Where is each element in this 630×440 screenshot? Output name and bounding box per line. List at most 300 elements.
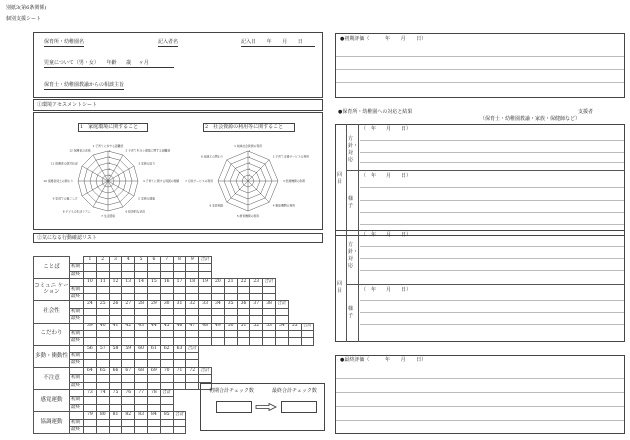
- radar-tick-label: 5: [108, 149, 111, 153]
- section2-title: ②気になる行動確認リスト: [37, 235, 97, 241]
- supporter-sub: （保育士・幼稚園教諭・家族・保健師など）: [480, 116, 581, 122]
- item-number: 27: [122, 301, 135, 308]
- item-number: 61: [147, 345, 160, 352]
- item-number: 48: [199, 323, 212, 330]
- check-cell[interactable]: [84, 426, 97, 433]
- radar-tick-label: 5: [248, 149, 251, 153]
- check-cell[interactable]: [199, 293, 212, 300]
- check-cell[interactable]: [160, 293, 173, 300]
- radar-axis-label: 5 療育機関の利用: [236, 214, 260, 218]
- radar-axis-label: 2 子育てを行う環境に関する困難感: [125, 148, 171, 153]
- check-cell[interactable]: [173, 330, 186, 337]
- item-number: 43: [135, 323, 148, 330]
- chart2-label: 2 社会資源の利用等に関すること: [205, 124, 284, 130]
- item-number: 33: [199, 301, 212, 308]
- check-cell[interactable]: [263, 316, 276, 323]
- item-number: 50: [224, 323, 237, 330]
- check-cell[interactable]: [199, 316, 212, 323]
- check-cell[interactable]: [237, 293, 250, 300]
- check-cell[interactable]: [122, 308, 135, 315]
- check-cell[interactable]: [224, 308, 237, 315]
- check-cell[interactable]: [96, 308, 109, 315]
- item-number: 75: [109, 390, 122, 397]
- check-cell[interactable]: [84, 397, 97, 404]
- check-cell[interactable]: [109, 330, 122, 337]
- check-cell[interactable]: [84, 382, 97, 389]
- check-cell[interactable]: [186, 316, 199, 323]
- item-number: 24: [84, 301, 97, 308]
- check-cell[interactable]: [135, 316, 148, 323]
- check-cell[interactable]: [96, 382, 109, 389]
- check-cell[interactable]: [84, 404, 97, 411]
- check-cell[interactable]: [224, 338, 237, 345]
- check-cell[interactable]: [160, 426, 173, 433]
- check-cell[interactable]: [135, 271, 148, 278]
- item-number: 18: [186, 279, 199, 286]
- check-cell[interactable]: [122, 353, 135, 360]
- item-number: 17: [173, 279, 186, 286]
- item-number: 83: [135, 412, 148, 419]
- check-cell[interactable]: [173, 293, 186, 300]
- radar-tick-label: 1: [248, 173, 251, 177]
- check-cell[interactable]: [275, 338, 288, 345]
- item-number: 20: [211, 279, 224, 286]
- row-sublabel: 初期: [70, 419, 84, 426]
- check-cell[interactable]: [250, 286, 263, 293]
- check-cell[interactable]: [109, 271, 122, 278]
- check-cell[interactable]: [237, 330, 250, 337]
- total-cell[interactable]: [263, 286, 276, 293]
- check-cell[interactable]: [199, 338, 212, 345]
- check-cell[interactable]: [186, 330, 199, 337]
- check-cell[interactable]: [122, 338, 135, 345]
- check-cell[interactable]: [147, 419, 160, 426]
- check-cell[interactable]: [147, 264, 160, 271]
- check-cell[interactable]: [173, 338, 186, 345]
- check-cell[interactable]: [84, 293, 97, 300]
- check-cell[interactable]: [84, 353, 97, 360]
- item-number: 52: [250, 323, 263, 330]
- radar-axis-label: 6 経済的な状況: [125, 209, 145, 214]
- check-cell[interactable]: [199, 330, 212, 337]
- check-cell[interactable]: [186, 382, 199, 389]
- check-cell[interactable]: [135, 264, 148, 271]
- round1-date[interactable]: （ 年 月 日）: [361, 126, 412, 132]
- check-cell[interactable]: [96, 271, 109, 278]
- check-cell[interactable]: [135, 404, 148, 411]
- consult-label[interactable]: 保育士・幼稚園教諭からの相談主旨: [44, 82, 125, 88]
- item-number: 10: [84, 279, 97, 286]
- check-cell[interactable]: [160, 330, 173, 337]
- check-cell[interactable]: [84, 264, 97, 271]
- check-cell[interactable]: [147, 353, 160, 360]
- check-cell[interactable]: [237, 308, 250, 315]
- check-cell[interactable]: [186, 264, 199, 271]
- check-cell[interactable]: [224, 286, 237, 293]
- check-cell[interactable]: [173, 264, 186, 271]
- check-cell[interactable]: [135, 360, 148, 367]
- radar-axis-label: 1 地域社会資源の利用: [234, 144, 262, 148]
- check-cell[interactable]: [160, 286, 173, 293]
- check-cell[interactable]: [96, 286, 109, 293]
- initial-eval-box[interactable]: [335, 33, 625, 98]
- check-cell[interactable]: [96, 397, 109, 404]
- group-label: 社会性: [34, 301, 70, 323]
- check-cell[interactable]: [211, 316, 224, 323]
- item-number: 45: [160, 323, 173, 330]
- total-cell[interactable]: [199, 271, 212, 278]
- item-number: 4: [122, 257, 135, 264]
- item-number: 74: [96, 390, 109, 397]
- total-cell[interactable]: [263, 293, 276, 300]
- item-number: 3: [109, 257, 122, 264]
- total-cell[interactable]: [199, 264, 212, 271]
- check-cell[interactable]: [147, 271, 160, 278]
- check-cell[interactable]: [122, 397, 135, 404]
- initial-eval-header: [340, 37, 426, 42]
- item-number: 29: [147, 301, 160, 308]
- facility-label[interactable]: 保育所・幼稚園名: [44, 39, 85, 45]
- check-cell[interactable]: [186, 308, 199, 315]
- check-cell[interactable]: [109, 397, 122, 404]
- check-cell[interactable]: [96, 360, 109, 367]
- check-cell[interactable]: [173, 316, 186, 323]
- check-cell[interactable]: [186, 286, 199, 293]
- check-cell[interactable]: [173, 271, 186, 278]
- check-cell[interactable]: [135, 353, 148, 360]
- check-cell[interactable]: [186, 375, 199, 382]
- date-year: 年: [266, 39, 272, 45]
- radar-axis-label: 6 家庭相談: [209, 203, 224, 208]
- check-cell[interactable]: [160, 316, 173, 323]
- total-cell[interactable]: [301, 330, 314, 337]
- check-cell[interactable]: [147, 404, 160, 411]
- check-cell[interactable]: [122, 264, 135, 271]
- total-header: 合計: [302, 323, 312, 329]
- round2-policy-label: 方針・対応: [348, 242, 359, 269]
- item-number: 40: [96, 323, 109, 330]
- check-cell[interactable]: [109, 426, 122, 433]
- check-cell[interactable]: [84, 308, 97, 315]
- check-cell[interactable]: [84, 375, 97, 382]
- check-cell[interactable]: [250, 330, 263, 337]
- final-eval-day: 日）: [416, 357, 427, 363]
- check-cell[interactable]: [199, 308, 212, 315]
- radar-axis-label: 3 家族の協力: [138, 161, 155, 166]
- check-cell[interactable]: [186, 293, 199, 300]
- total-cell[interactable]: [301, 338, 314, 345]
- supporter-label: 支援者: [578, 109, 594, 115]
- check-cell[interactable]: [147, 338, 160, 345]
- row-sublabel: 最終: [70, 404, 84, 411]
- check-cell[interactable]: [173, 308, 186, 315]
- check-cell[interactable]: [96, 293, 109, 300]
- check-cell[interactable]: [173, 382, 186, 389]
- check-cell[interactable]: [173, 353, 186, 360]
- recorder-label[interactable]: 記入者名: [158, 39, 179, 45]
- final-eval-label: ●最終評価（: [340, 357, 370, 363]
- check-cell[interactable]: [84, 419, 97, 426]
- item-number: 76: [122, 390, 135, 397]
- check-cell[interactable]: [160, 338, 173, 345]
- check-cell[interactable]: [147, 382, 160, 389]
- row-sublabel: 初期: [70, 330, 84, 337]
- check-cell[interactable]: [263, 338, 276, 345]
- date-field[interactable]: [241, 40, 315, 47]
- check-cell[interactable]: [211, 308, 224, 315]
- check-cell[interactable]: [237, 286, 250, 293]
- item-number: 80: [96, 412, 109, 419]
- check-cell[interactable]: [224, 330, 237, 337]
- check-cell[interactable]: [211, 293, 224, 300]
- check-cell[interactable]: [135, 338, 148, 345]
- check-cell[interactable]: [147, 293, 160, 300]
- check-cell[interactable]: [84, 338, 97, 345]
- date-day: 日: [297, 39, 303, 45]
- row-sublabel: 最終: [70, 426, 84, 433]
- row-sublabel: 初期: [70, 353, 84, 360]
- item-number: 19: [199, 279, 212, 286]
- check-cell[interactable]: [135, 397, 148, 404]
- item-number: 7: [160, 257, 173, 264]
- check-cell[interactable]: [135, 330, 148, 337]
- check-cell[interactable]: [211, 330, 224, 337]
- check-cell[interactable]: [147, 360, 160, 367]
- check-cell[interactable]: [109, 316, 122, 323]
- child-field[interactable]: [44, 61, 174, 68]
- item-number: 30: [160, 301, 173, 308]
- check-cell[interactable]: [275, 330, 288, 337]
- initial-eval-year: 年: [384, 36, 390, 42]
- final-eval-month: 月: [400, 357, 406, 363]
- item-number: 51: [237, 323, 250, 330]
- total-cell[interactable]: [186, 353, 199, 360]
- check-cell[interactable]: [84, 271, 97, 278]
- check-cell[interactable]: [288, 330, 301, 337]
- check-cell[interactable]: [122, 271, 135, 278]
- check-cell[interactable]: [147, 375, 160, 382]
- check-cell[interactable]: [109, 338, 122, 345]
- initial-total-field[interactable]: [216, 401, 252, 413]
- radar-axis-label: 5 家族の健康: [138, 196, 155, 201]
- check-cell[interactable]: [96, 375, 109, 382]
- item-number: 35: [224, 301, 237, 308]
- check-cell[interactable]: [237, 316, 250, 323]
- check-cell[interactable]: [250, 338, 263, 345]
- item-number: 31: [173, 301, 186, 308]
- initial-eval-day: 日）: [416, 36, 427, 42]
- check-cell[interactable]: [96, 316, 109, 323]
- item-number: 15: [147, 279, 160, 286]
- check-cell[interactable]: [160, 419, 173, 426]
- check-cell[interactable]: [147, 330, 160, 337]
- check-cell[interactable]: [96, 264, 109, 271]
- item-number: 13: [122, 279, 135, 286]
- final-total-label: 最終合計チェック数: [272, 388, 317, 394]
- check-cell[interactable]: [122, 426, 135, 433]
- total-cell[interactable]: [275, 308, 288, 315]
- item-number: 34: [211, 301, 224, 308]
- item-number: 25: [96, 301, 109, 308]
- check-cell[interactable]: [160, 271, 173, 278]
- check-cell[interactable]: [147, 316, 160, 323]
- item-number: 8: [173, 257, 186, 264]
- radar-tick-label: 2: [108, 167, 111, 171]
- check-cell[interactable]: [211, 338, 224, 345]
- final-eval-box[interactable]: [335, 355, 625, 434]
- item-number: 1: [84, 257, 97, 264]
- item-number: 37: [250, 301, 263, 308]
- item-number: 36: [237, 301, 250, 308]
- total-cell[interactable]: [199, 375, 212, 382]
- final-eval-year: 年: [384, 357, 390, 363]
- check-cell[interactable]: [96, 419, 109, 426]
- check-cell[interactable]: [109, 293, 122, 300]
- item-number: 72: [186, 367, 199, 374]
- group-label: コミュニ ケーション: [34, 279, 70, 301]
- row-sublabel: 初期: [70, 308, 84, 315]
- check-cell[interactable]: [250, 308, 263, 315]
- item-number: 79: [84, 412, 97, 419]
- radar-tick-label: 4: [108, 155, 111, 159]
- check-cell[interactable]: [237, 338, 250, 345]
- round2-date-2[interactable]: （ 年 月 日）: [361, 287, 412, 293]
- check-cell[interactable]: [173, 360, 186, 367]
- check-cell[interactable]: [147, 286, 160, 293]
- check-cell[interactable]: [122, 360, 135, 367]
- check-cell[interactable]: [122, 286, 135, 293]
- check-cell[interactable]: [84, 360, 97, 367]
- check-cell[interactable]: [96, 338, 109, 345]
- total-cell[interactable]: [160, 404, 173, 411]
- check-cell[interactable]: [109, 404, 122, 411]
- check-cell[interactable]: [122, 316, 135, 323]
- total-cell[interactable]: [186, 360, 199, 367]
- check-cell[interactable]: [122, 293, 135, 300]
- check-cell[interactable]: [84, 330, 97, 337]
- check-cell[interactable]: [173, 375, 186, 382]
- check-cell[interactable]: [288, 338, 301, 345]
- group-label: 多動・衝動性: [34, 345, 70, 367]
- check-cell[interactable]: [263, 308, 276, 315]
- item-number: 53: [263, 323, 276, 330]
- item-number: 41: [109, 323, 122, 330]
- check-cell[interactable]: [211, 286, 224, 293]
- item-number: 38: [263, 301, 276, 308]
- row-sublabel: 初期: [70, 264, 84, 271]
- item-number: 57: [96, 345, 109, 352]
- round1-policy-label: 方針・対応: [348, 136, 359, 163]
- item-number: 85: [160, 412, 173, 419]
- check-cell[interactable]: [147, 426, 160, 433]
- total-cell[interactable]: [173, 419, 186, 426]
- check-cell[interactable]: [160, 360, 173, 367]
- check-cell[interactable]: [160, 353, 173, 360]
- check-cell[interactable]: [250, 293, 263, 300]
- check-cell[interactable]: [109, 375, 122, 382]
- item-number: 84: [147, 412, 160, 419]
- radar-axis-label: 8 地域との関わり: [201, 154, 224, 159]
- check-cell[interactable]: [199, 286, 212, 293]
- check-cell[interactable]: [186, 271, 199, 278]
- row-sublabel: 最終: [70, 360, 84, 367]
- check-cell[interactable]: [263, 330, 276, 337]
- check-cell[interactable]: [84, 316, 97, 323]
- check-cell[interactable]: [135, 293, 148, 300]
- check-cell[interactable]: [135, 286, 148, 293]
- check-cell[interactable]: [224, 316, 237, 323]
- item-number: 6: [147, 257, 160, 264]
- check-cell[interactable]: [84, 286, 97, 293]
- check-cell[interactable]: [147, 308, 160, 315]
- round1-date-2[interactable]: （ 年 月 日）: [361, 173, 412, 179]
- check-cell[interactable]: [96, 330, 109, 337]
- item-number: 55: [288, 323, 301, 330]
- total-header: 合計: [162, 389, 172, 395]
- check-cell[interactable]: [135, 419, 148, 426]
- check-cell[interactable]: [160, 264, 173, 271]
- check-cell[interactable]: [109, 382, 122, 389]
- check-cell[interactable]: [122, 330, 135, 337]
- check-cell[interactable]: [173, 286, 186, 293]
- check-cell[interactable]: [186, 338, 199, 345]
- total-cell[interactable]: [160, 397, 173, 404]
- check-cell[interactable]: [224, 293, 237, 300]
- check-cell[interactable]: [109, 264, 122, 271]
- check-cell[interactable]: [135, 426, 148, 433]
- check-cell[interactable]: [122, 382, 135, 389]
- item-number: 28: [135, 301, 148, 308]
- radar-chart-resources: [185, 144, 309, 218]
- check-cell[interactable]: [135, 375, 148, 382]
- check-cell[interactable]: [250, 316, 263, 323]
- check-cell[interactable]: [96, 353, 109, 360]
- total-header: 合計: [277, 301, 287, 307]
- check-cell[interactable]: [109, 353, 122, 360]
- check-cell[interactable]: [135, 382, 148, 389]
- check-cell[interactable]: [122, 419, 135, 426]
- radar-axis-label: 4 子育てに関する周囲の理解: [143, 179, 180, 183]
- item-number: 21: [224, 279, 237, 286]
- item-number: 63: [173, 345, 186, 352]
- total-cell[interactable]: [173, 426, 186, 433]
- round2-date[interactable]: （ 年 月 日）: [361, 232, 412, 238]
- initial-eval-month: 月: [400, 36, 406, 42]
- check-cell[interactable]: [160, 382, 173, 389]
- check-cell[interactable]: [160, 308, 173, 315]
- check-cell[interactable]: [160, 375, 173, 382]
- check-cell[interactable]: [122, 404, 135, 411]
- total-cell[interactable]: [275, 316, 288, 323]
- radar-axis-label: 8 子どもの生活リズム: [62, 209, 91, 214]
- item-number: 62: [160, 345, 173, 352]
- radar-axis-label: 10 保護者同士の関わり: [43, 179, 73, 183]
- check-cell[interactable]: [96, 426, 109, 433]
- check-cell[interactable]: [122, 375, 135, 382]
- check-cell[interactable]: [109, 419, 122, 426]
- final-total-field[interactable]: [281, 401, 317, 413]
- radar-charts: [33, 134, 323, 230]
- check-cell[interactable]: [96, 404, 109, 411]
- item-number: 82: [122, 412, 135, 419]
- check-cell[interactable]: [109, 360, 122, 367]
- group-label: 不注意: [34, 367, 70, 389]
- item-number: 78: [147, 390, 160, 397]
- check-cell[interactable]: [109, 286, 122, 293]
- check-cell[interactable]: [109, 308, 122, 315]
- check-cell[interactable]: [135, 308, 148, 315]
- check-cell[interactable]: [147, 397, 160, 404]
